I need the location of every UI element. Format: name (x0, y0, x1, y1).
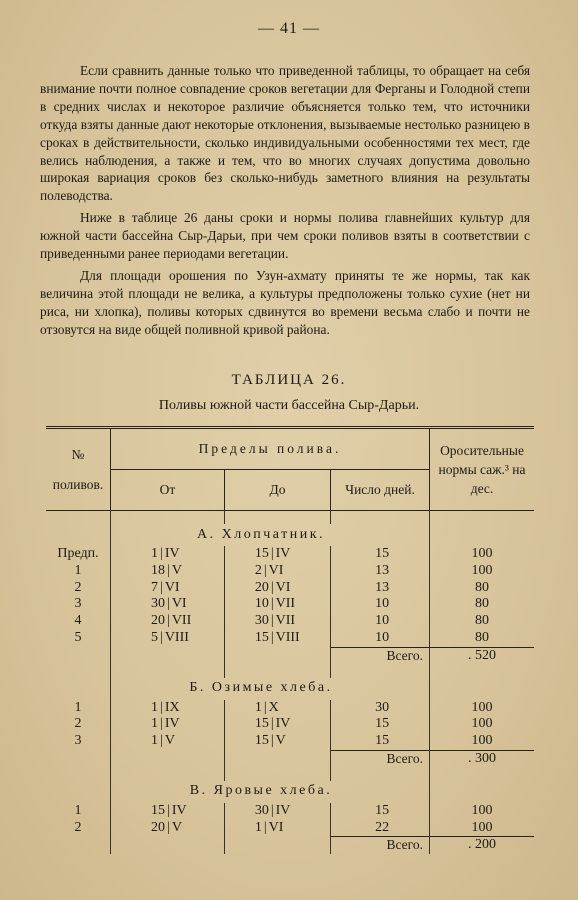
header-number (46, 428, 111, 511)
irrigation-norm: 80 (430, 580, 535, 597)
date-from (111, 613, 225, 630)
spacer-cell (46, 511, 111, 525)
date-separator: | (160, 733, 163, 749)
days-count: 15 (331, 803, 430, 820)
total-empty (111, 750, 225, 767)
header-number-label: поливов. (52, 476, 104, 492)
table-caption: ТАБЛИЦА 26. (231, 372, 347, 388)
date-from (111, 803, 225, 820)
header-to: До (224, 470, 330, 511)
table-row (46, 716, 534, 733)
to-month: IV (275, 716, 291, 732)
irrigation-norm: 100 (430, 733, 535, 750)
date-to (224, 733, 330, 750)
table-row (46, 563, 534, 580)
table-row (46, 580, 534, 597)
to-day: 30 (254, 613, 269, 629)
from-month: IV (164, 546, 180, 561)
from-month: VIII (164, 630, 189, 646)
date-separator: | (270, 546, 274, 561)
to-month: VIII (275, 630, 300, 646)
date-from (111, 546, 225, 563)
spacer-cell (111, 665, 225, 678)
date-to (224, 820, 330, 837)
total-label: Всего. (331, 837, 430, 854)
table-body (46, 511, 534, 855)
total-empty (46, 647, 111, 664)
irrigation-norm: 100 (430, 716, 535, 733)
section-title: Б. Озимые хлеба. (111, 678, 430, 700)
from-day: 20 (151, 819, 165, 835)
days-count: 15 (331, 546, 430, 563)
from-day: 15 (151, 802, 165, 818)
irrigation-number: 1 (46, 700, 111, 717)
from-day: 1 (151, 733, 158, 749)
date-from (111, 596, 225, 613)
date-separator: | (167, 562, 170, 578)
date-from (111, 700, 225, 717)
from-month: IV (164, 716, 180, 732)
to-month: VI (268, 819, 284, 835)
spacer-cell (224, 768, 330, 781)
irrigation-number: 5 (46, 630, 111, 647)
section-title: В. Яровые хлеба. (111, 781, 430, 803)
days-count: 13 (331, 563, 430, 580)
section-title-row (46, 524, 534, 546)
irrigation-number: 3 (46, 733, 111, 750)
irrigation-number: 3 (46, 596, 111, 613)
days-count: 30 (331, 700, 430, 717)
total-row (46, 750, 534, 767)
section-title-row (46, 678, 534, 700)
date-separator: | (167, 596, 170, 612)
days-count: 10 (331, 596, 430, 613)
total-label: Всего. (331, 647, 430, 664)
irrigation-norm: 80 (430, 630, 535, 647)
paragraph-2: Ниже в таблице 26 даны сроки и нормы полива главнейших культур для южной части бассейна Сыр-Дарьи, при чем сроки поливов взяты в соответствии с приведенными ранее периодами вегетации. (40, 210, 530, 262)
to-day: 15 (254, 546, 269, 561)
spacer-cell (331, 665, 430, 678)
to-day: 15 (254, 630, 269, 646)
irrigation-norm: 100 (430, 820, 535, 837)
to-day: 15 (254, 716, 269, 732)
to-day: 2 (254, 562, 262, 578)
section-title-row (46, 781, 534, 803)
table-row (46, 630, 534, 647)
spacer-row (46, 665, 534, 678)
total-empty (224, 647, 330, 664)
date-separator: | (167, 802, 170, 818)
from-month: IV (171, 802, 187, 818)
irrigation-number: 2 (46, 580, 111, 597)
date-separator: | (270, 716, 274, 732)
to-month: VI (275, 579, 291, 595)
spacer-cell (430, 768, 535, 781)
from-day: 1 (151, 699, 158, 715)
total-empty (111, 837, 225, 854)
spacer-cell (331, 768, 430, 781)
total-value: . 520 (430, 647, 535, 664)
days-count: 10 (331, 613, 430, 630)
header-from: От (111, 470, 225, 511)
header-norms: Оросительные нормы саж.³ на дес. (430, 428, 535, 511)
date-separator: | (270, 579, 274, 595)
to-month: V (275, 733, 286, 749)
total-empty (111, 647, 225, 664)
to-day: 1 (254, 819, 262, 835)
table-row (46, 733, 534, 750)
to-day: 15 (254, 733, 269, 749)
table-row (46, 596, 534, 613)
date-separator: | (160, 630, 163, 646)
table-row (46, 820, 534, 837)
days-count: 13 (331, 580, 430, 597)
days-count: 22 (331, 820, 430, 837)
total-value: . 300 (430, 750, 535, 767)
date-separator: | (263, 699, 267, 715)
total-label: Всего. (331, 750, 430, 767)
from-month: VII (171, 613, 192, 629)
from-day: 30 (151, 596, 165, 612)
date-from (111, 733, 225, 750)
irrigation-norm: 100 (430, 803, 535, 820)
irrigation-norm: 100 (430, 563, 535, 580)
date-separator: | (270, 630, 274, 646)
date-separator: | (160, 546, 163, 561)
date-separator: | (263, 562, 267, 578)
section-title-empty (430, 678, 535, 700)
section-title-empty (430, 781, 535, 803)
body-text (40, 62, 530, 343)
from-day: 1 (151, 546, 158, 561)
spacer-cell (331, 511, 430, 525)
section-title-empty (46, 524, 111, 546)
page-number: — 41 — (258, 20, 320, 37)
to-day: 1 (254, 699, 262, 715)
date-separator: | (270, 733, 274, 749)
from-day: 18 (151, 562, 165, 578)
total-empty (224, 750, 330, 767)
irrigation-norm: 100 (430, 546, 535, 563)
irrigation-number: 2 (46, 820, 111, 837)
from-day: 1 (151, 716, 158, 732)
from-day: 7 (151, 579, 158, 595)
irrigation-number: 4 (46, 613, 111, 630)
to-day: 10 (254, 596, 269, 612)
from-month: VI (171, 596, 187, 612)
total-row (46, 647, 534, 664)
days-count: 10 (331, 630, 430, 647)
date-to (224, 803, 330, 820)
header-days: Число дней. (331, 470, 430, 511)
spacer-cell (224, 665, 330, 678)
date-to (224, 630, 330, 647)
spacer-cell (430, 511, 535, 525)
days-count: 15 (331, 733, 430, 750)
section-title: А. Хлопчатник. (111, 524, 430, 546)
date-to (224, 563, 330, 580)
to-month: IV (275, 802, 291, 818)
date-separator: | (160, 699, 163, 715)
from-day: 20 (151, 613, 165, 629)
to-month: VII (275, 596, 296, 612)
section-title-empty (46, 678, 111, 700)
date-separator: | (270, 613, 274, 629)
irrigation-number: 1 (46, 563, 111, 580)
to-month: IV (275, 546, 291, 561)
spacer-row (46, 511, 534, 525)
table-row (46, 700, 534, 717)
date-to (224, 580, 330, 597)
date-to (224, 716, 330, 733)
days-count: 15 (331, 716, 430, 733)
date-separator: | (270, 802, 274, 818)
spacer-cell (430, 665, 535, 678)
from-month: VI (164, 579, 180, 595)
table-row (46, 803, 534, 820)
date-separator: | (167, 613, 170, 629)
date-from (111, 580, 225, 597)
header-limits: Пределы полива. (111, 428, 430, 470)
irrigation-norm: 80 (430, 613, 535, 630)
total-value: . 200 (430, 837, 535, 854)
date-to (224, 596, 330, 613)
table-row (46, 613, 534, 630)
table-subtitle: Поливы южной части бассейна Сыр-Дарьи. (158, 398, 420, 413)
total-empty (224, 837, 330, 854)
date-from (111, 820, 225, 837)
from-month: V (171, 562, 182, 578)
paragraph-3: Для площади орошения по Узун-ахмату приняты те же нормы, так как величина этой площади не велика, а культуры предположены только сухие (нет ни риса, ни хлопка), поливы которых сдвинутся во времени весьма слабо и почти не отзовутся на виде общей поливной кривой района. (40, 267, 530, 337)
date-separator: | (167, 819, 170, 835)
date-from (111, 716, 225, 733)
table-row (46, 546, 534, 563)
header-number-symbol: № (71, 446, 85, 462)
total-row (46, 837, 534, 854)
paragraph-1: Если сравнить данные только что приведенной таблицы, то обращает на себя внимание почти полное совпадение сроков вегетации для Ферганы и Голодной степи в средних числах и некоторое различие объясняется только тем, что источники откуда взяты данные дают некоторые отклонения, вызываемые нестолько разницею в сроках в действительности, сколько индивидуальными особенностями тех мест, где велись наблюдения, а также и тем, что во многих случаях допустима довольно широкая вариация сроков без сколько-нибудь заметного влияния на результаты полеводства. (40, 63, 530, 204)
from-month: V (164, 733, 175, 749)
from-day: 5 (151, 630, 158, 646)
section-title-empty (46, 781, 111, 803)
date-from (111, 630, 225, 647)
date-to (224, 700, 330, 717)
irrigation-norm: 100 (430, 700, 535, 717)
to-month: X (268, 699, 279, 715)
date-separator: | (263, 819, 267, 835)
spacer-cell (46, 768, 111, 781)
irrigation-number: 1 (46, 803, 111, 820)
to-day: 20 (254, 579, 269, 595)
spacer-row (46, 768, 534, 781)
spacer-cell (224, 511, 330, 525)
date-separator: | (270, 596, 274, 612)
to-month: VII (275, 613, 296, 629)
date-from (111, 563, 225, 580)
from-month: IX (164, 699, 180, 715)
total-empty (46, 837, 111, 854)
irrigation-number: 2 (46, 716, 111, 733)
date-to (224, 546, 330, 563)
to-day: 30 (254, 802, 269, 818)
irrigation-table (46, 426, 534, 854)
section-title-empty (430, 524, 535, 546)
spacer-cell (111, 768, 225, 781)
date-separator: | (160, 716, 163, 732)
irrigation-number: Предп. (46, 546, 111, 563)
irrigation-norm: 80 (430, 596, 535, 613)
from-month: V (171, 819, 182, 835)
date-separator: | (160, 579, 163, 595)
date-to (224, 613, 330, 630)
spacer-cell (111, 511, 225, 525)
spacer-cell (46, 665, 111, 678)
total-empty (46, 750, 111, 767)
to-month: VI (268, 562, 284, 578)
